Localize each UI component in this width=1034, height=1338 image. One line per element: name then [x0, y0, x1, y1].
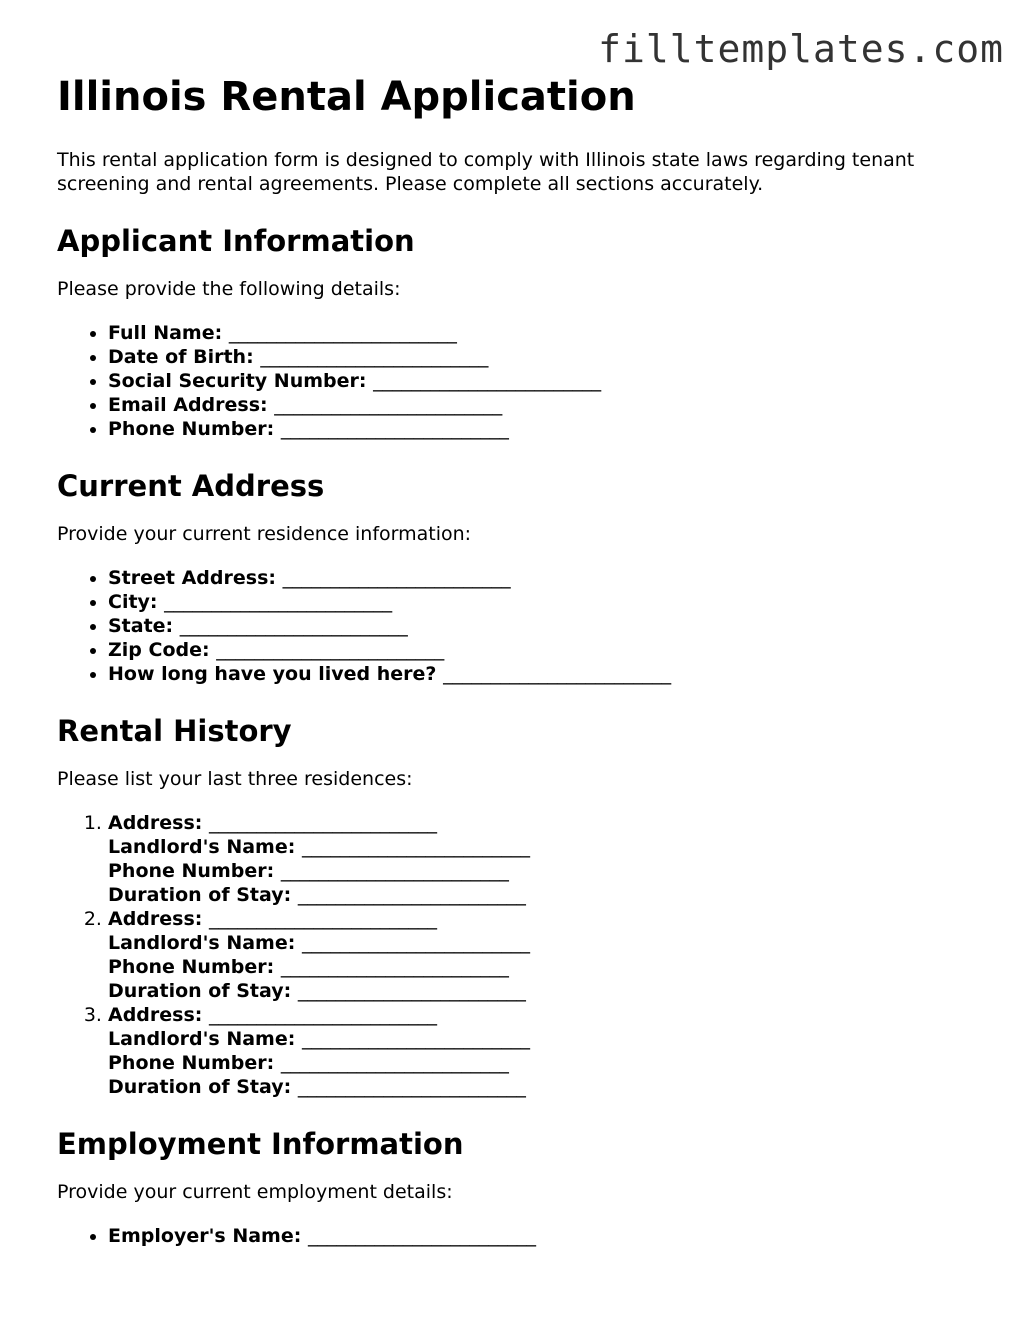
field-full-name: • Full Name: ________________________	[108, 321, 997, 345]
field-landlord-phone: Phone Number: ________________________	[108, 860, 509, 882]
document	[57, 72, 997, 1248]
blank-line[interactable]: ________________________	[228, 322, 457, 344]
blank-line[interactable]: ________________________	[280, 956, 509, 978]
blank-line[interactable]: ________________________	[301, 932, 530, 954]
field-zip: • Zip Code: ________________________	[108, 638, 997, 662]
blank-line[interactable]: ________________________	[297, 884, 526, 906]
field-phone: • Phone Number: ________________________	[108, 417, 997, 441]
field-date-of-birth: • Date of Birth: ________________________	[108, 345, 997, 369]
blank-line[interactable]: ________________________	[209, 1004, 438, 1026]
rental-heading: Rental History	[57, 714, 292, 748]
employment-fields	[57, 1224, 997, 1248]
blank-line[interactable]: ________________________	[297, 1076, 526, 1098]
blank-line[interactable]: ________________________	[301, 836, 530, 858]
blank-line[interactable]: ________________________	[209, 812, 438, 834]
residence-item	[108, 1003, 997, 1099]
blank-line[interactable]: ________________________	[282, 567, 511, 589]
residence-item	[108, 811, 997, 907]
applicant-lead: Please provide the following details:	[57, 278, 401, 300]
field-address: 2. Address: ________________________	[108, 908, 438, 930]
field-employer-name: • Employer's Name: ________________________	[108, 1224, 997, 1248]
field-landlord-phone: Phone Number: ________________________	[108, 1052, 509, 1074]
blank-line[interactable]: ________________________	[297, 980, 526, 1002]
rental-lead: Please list your last three residences:	[57, 768, 413, 790]
rental-list	[57, 811, 997, 1099]
field-landlord-name: Landlord's Name: ________________________	[108, 1028, 530, 1050]
residence-item	[108, 907, 997, 1003]
field-address: 3. Address: ________________________	[108, 1004, 438, 1026]
blank-line[interactable]: ________________________	[280, 418, 509, 440]
employment-lead: Provide your current employment details:	[57, 1181, 453, 1203]
watermark: filltemplates.com	[598, 27, 1004, 71]
field-landlord-name: Landlord's Name: ________________________	[108, 836, 530, 858]
blank-line[interactable]: ________________________	[179, 615, 408, 637]
blank-line[interactable]: ________________________	[280, 860, 509, 882]
blank-line[interactable]: ________________________	[209, 908, 438, 930]
field-duration-of-stay: Duration of Stay: ________________________	[108, 980, 526, 1002]
employment-heading: Employment Information	[57, 1127, 464, 1161]
blank-line[interactable]: ________________________	[301, 1028, 530, 1050]
address-heading: Current Address	[57, 469, 325, 503]
field-duration-of-stay: Duration of Stay: ________________________	[108, 1076, 526, 1098]
blank-line[interactable]: ________________________	[373, 370, 602, 392]
address-fields	[57, 566, 997, 686]
field-address: 1. Address: ________________________	[108, 812, 438, 834]
applicant-fields	[57, 321, 997, 441]
field-email: • Email Address: ________________________	[108, 393, 997, 417]
field-duration-of-stay: Duration of Stay: ________________________	[108, 884, 526, 906]
field-landlord-phone: Phone Number: ________________________	[108, 956, 509, 978]
field-duration-here: • How long have you lived here? ________________________	[108, 662, 997, 686]
field-landlord-name: Landlord's Name: ________________________	[108, 932, 530, 954]
field-street-address: • Street Address: ________________________	[108, 566, 997, 590]
address-lead: Provide your current residence information:	[57, 523, 472, 545]
applicant-heading: Applicant Information	[57, 224, 415, 258]
field-city: • City: ________________________	[108, 590, 997, 614]
blank-line[interactable]: ________________________	[307, 1225, 536, 1247]
blank-line[interactable]: ________________________	[216, 639, 445, 661]
blank-line[interactable]: ________________________	[164, 591, 393, 613]
field-state: • State: ________________________	[108, 614, 997, 638]
blank-line[interactable]: ________________________	[274, 394, 503, 416]
page-title: Illinois Rental Application	[57, 74, 636, 120]
intro-text: This rental application form is designed to comply with Illinois state laws regarding tenant screening and rental agreements. Please complete all sections accurately.	[57, 149, 915, 195]
blank-line[interactable]: ________________________	[443, 663, 672, 685]
blank-line[interactable]: ________________________	[260, 346, 489, 368]
blank-line[interactable]: ________________________	[280, 1052, 509, 1074]
field-ssn: • Social Security Number: ________________________	[108, 369, 997, 393]
